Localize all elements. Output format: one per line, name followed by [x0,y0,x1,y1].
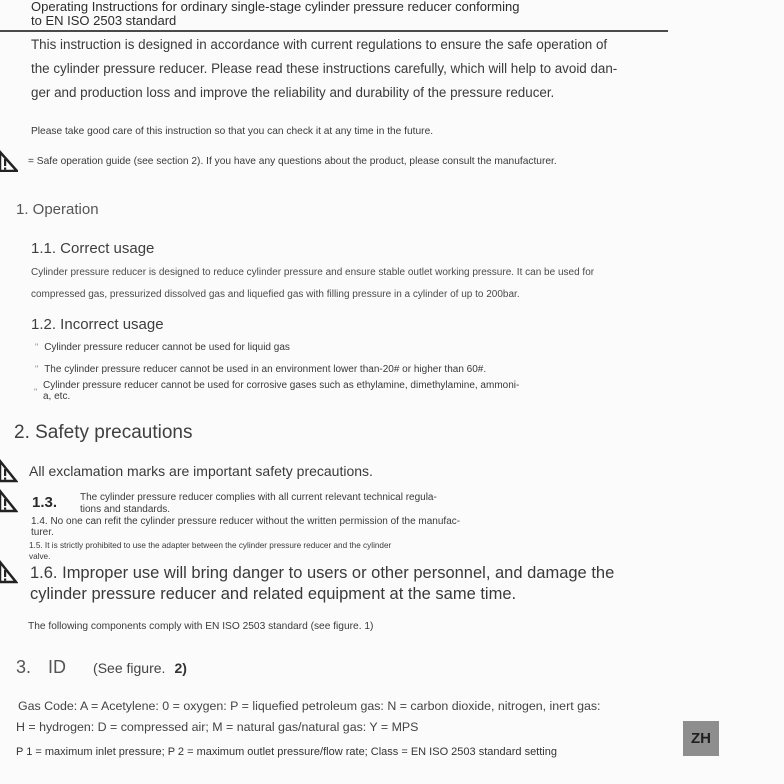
section-1-5-line-1: 1.5. It is strictly prohibited to use the adapter between the cylinder pressure reducer and the cylinder [29,541,392,550]
section-1-4-line-1: 1.4. No one can refit the cylinder pressure reducer without the written permission of the manufac- [31,516,461,527]
list-item-text: Cylinder pressure reducer cannot be used for liquid gas [44,342,290,353]
section-1-1-heading: 1.1. Correct usage [31,240,155,257]
title-line-2: to EN ISO 2503 standard [31,13,177,28]
warning-icon [0,150,18,172]
section-1-5-line-2: valve. [29,552,51,561]
document-title [31,0,519,28]
list-item-text: The cylinder pressure reducer cannot be used in an environment lower than-20# or higher than 60#. [44,364,487,375]
gas-code-line-1: Gas Code: A = Acetylene: 0 = oxygen: P = liquefied petroleum gas: N = carbon dioxide, nitrogen, inert gas: [18,699,601,713]
warning-icon [0,459,18,483]
section-1-1-line-1: Cylinder pressure reducer is designed to reduce cylinder pressure and ensure stable outlet working pressure. It can be used for [31,267,595,278]
section-1-4-line-2: turer. [31,527,54,538]
components-note: The following components comply with EN ISO 2503 standard (see figure. 1) [28,621,374,632]
safe-guide-note: = Safe operation guide (see section 2). If you have any questions about the product, please consult the manufacturer. [28,156,557,167]
section-1-1-text [31,262,594,306]
section-1-3-number: 1.3. [32,494,58,511]
list-item [35,364,486,375]
section-1-3-line-1: The cylinder pressure reducer complies with all current relevant technical regula- [80,492,437,503]
section-3-title: ID [48,657,67,677]
gas-code-line-2: H = hydrogen: D = compressed air; M = natural gas/natural gas: Y = MPS [16,720,419,734]
language-badge: ZH [683,721,719,756]
title-rule [0,30,668,32]
section-1-3-line-2: tions and standards. [80,504,171,515]
section-1-3-text [80,492,437,516]
pressure-legend: P 1 = maximum inlet pressure; P 2 = maximum outlet pressure/flow rate; Class = EN ISO 2503 standard setting [16,746,557,758]
section-1-6-line-1: 1.6. Improper use will bring danger to users or other personnel, and damage the [30,564,615,582]
section-1-1-line-2: compressed gas, pressurized dissolved gas and liquefied gas with filling pressure in a cylinder of up to 200bar. [31,289,520,300]
section-1-6-text [30,563,614,605]
section-3-number: 3. [16,657,32,677]
warning-icon [0,489,18,513]
section-1-heading: 1. Operation [16,201,99,218]
section-3-heading [16,657,187,678]
intro-line-2: the cylinder pressure reducer. Please read these instructions carefully, which will help to avoid dan- [31,61,618,76]
title-line-1: Operating Instructions for ordinary single-stage cylinder pressure reducer conforming [31,0,520,14]
list-item-text: a, etc. [43,391,71,402]
figure-number: 2) [174,660,187,676]
list-item-text: Cylinder pressure reducer cannot be used for corrosive gases such as ethylamine, dimethylamine, ammoni- [43,380,520,391]
see-figure-text: (See figure. [93,660,166,676]
bullet-mark: " [35,342,39,352]
all-marks-note: All exclamation marks are important safety precautions. [29,463,373,479]
intro-line-3: ger and production loss and improve the reliability and durability of the pressure reducer. [31,85,555,100]
care-note: Please take good care of this instruction so that you can check it at any time in the future. [31,126,434,137]
section-1-5-text [29,540,391,562]
bullet-mark: " [34,387,38,397]
warning-icon [0,560,18,584]
intro-line-1: This instruction is designed in accordance with current regulations to ensure the safe operation of [31,37,608,52]
intro-paragraph [31,33,617,105]
section-1-2-heading: 1.2. Incorrect usage [31,316,164,333]
list-item [43,380,519,402]
section-1-4-text [31,516,460,538]
section-2-heading: 2. Safety precautions [14,422,193,443]
bullet-mark: " [35,364,39,374]
list-item [35,342,290,353]
section-1-6-line-2: cylinder pressure reducer and related equipment at the same time. [30,585,517,603]
